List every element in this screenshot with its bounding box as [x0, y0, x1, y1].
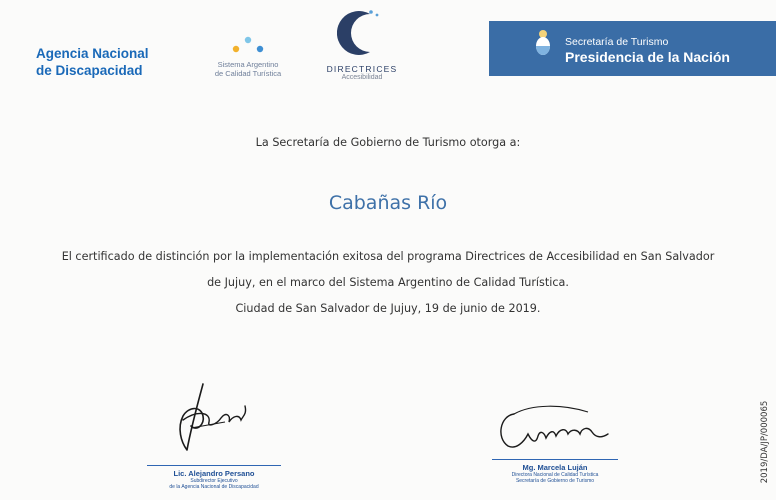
agencia-logo-line2: de Discapacidad	[36, 63, 143, 78]
agencia-logo-line1: Agencia Nacional	[36, 46, 149, 61]
signer-role-2a: Directora Nacional de Calidad Turística	[511, 472, 599, 478]
sistema-logo-line1: Sistema Argentino	[217, 60, 279, 69]
directrices-logo	[322, 6, 402, 81]
directrices-subtitle: Accesibilidad	[341, 74, 383, 81]
certificate-code-text: 2019/DA/JP/000065	[760, 400, 770, 484]
signer-role-1b: de la Agencia Nacional de Discapacidad	[169, 484, 259, 490]
directrices-title: DIRECTRICES	[326, 64, 398, 74]
signer-role-1a: Subdirector Ejecutivo	[190, 478, 238, 484]
signature-line-2	[492, 459, 618, 460]
banner-line2: Presidencia de la Nación	[565, 49, 730, 65]
signer-role-2b: Secretaría de Gobierno de Turismo	[515, 478, 595, 484]
date-line: Ciudad de San Salvador de Jujuy, 19 de junio de 2019.	[235, 302, 541, 315]
signer-name-1: Lic. Alejandro Persano	[173, 469, 255, 478]
certificate-body	[30, 244, 746, 322]
signature-block-2	[492, 394, 618, 484]
recipient-name: Cabañas Río	[328, 192, 448, 214]
escudo-icon	[533, 28, 553, 58]
sistema-logo-line2: de Calidad Turística	[214, 69, 282, 78]
handwritten-signature-2	[492, 394, 618, 454]
certificate-code	[760, 392, 770, 492]
sistema-calidad-logo	[196, 34, 300, 78]
body-line-1: El certificado de distinción por la implementación exitosa del programa Directrices de Accesibilidad en San Salvador	[61, 250, 715, 263]
agencia-logo	[36, 45, 176, 79]
handwritten-signature-1	[147, 376, 281, 460]
signature-block-1	[147, 376, 281, 490]
signer-name-2: Mg. Marcela Luján	[522, 463, 588, 472]
directrices-crescent-icon	[337, 6, 387, 58]
body-line-2: de Jujuy, en el marco del Sistema Argentino de Calidad Turística.	[207, 276, 569, 289]
banner-line1: Secretaría de Turismo	[565, 36, 669, 48]
secretaria-banner	[489, 21, 776, 76]
sistema-dots-icon	[226, 34, 270, 54]
certificate-intro: La Secretaría de Gobierno de Turismo otorga a:	[255, 136, 521, 149]
signature-line-1	[147, 465, 281, 466]
